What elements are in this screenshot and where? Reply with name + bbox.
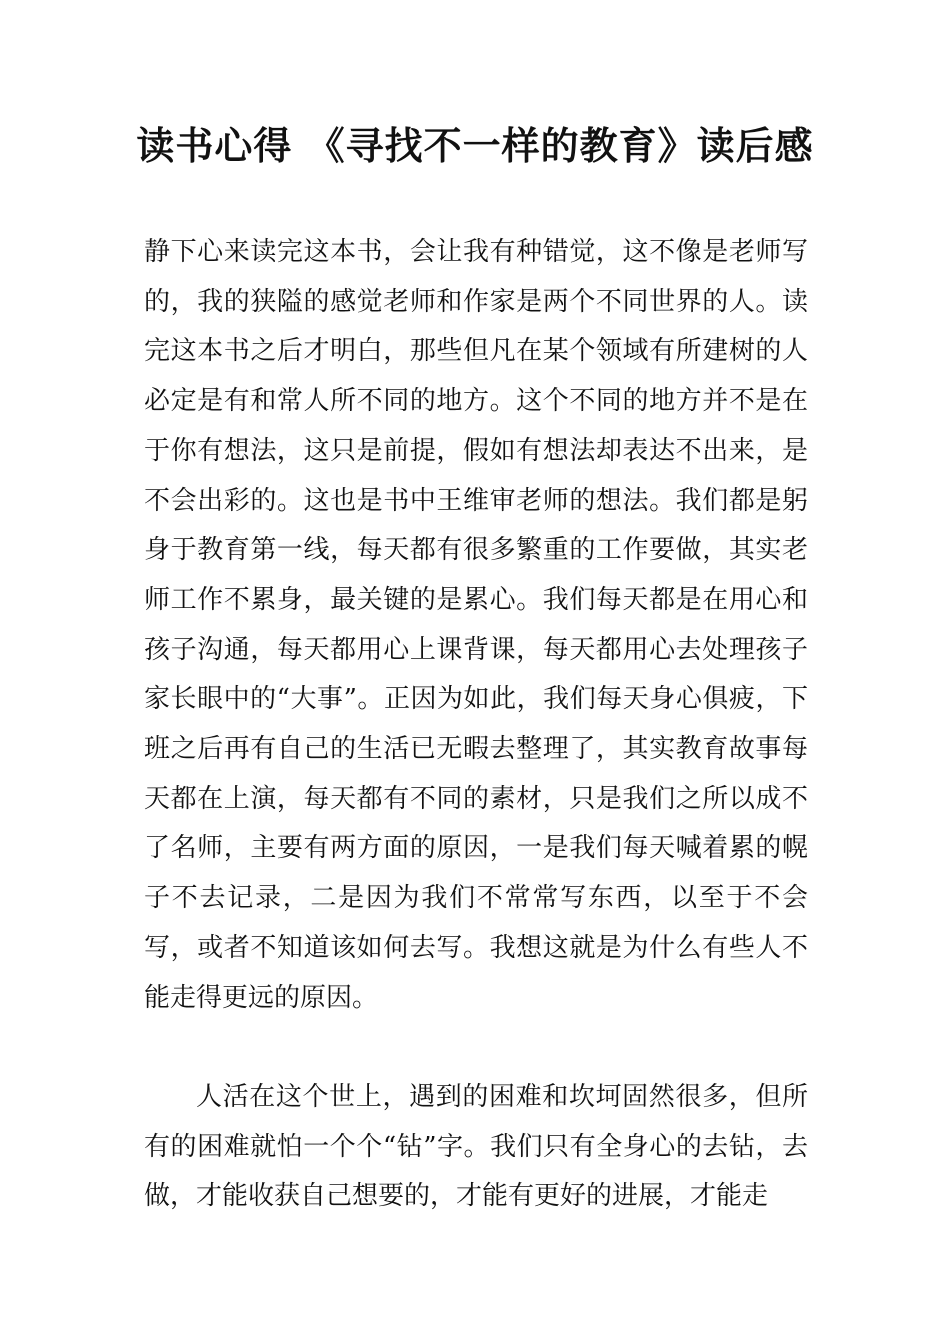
paragraph-1: 静下心来读完这本书，会让我有种错觉，这不像是老师写的，我的狭隘的感觉老师和作家是两个不同世界的人。读完这本书之后才明白，那些但凡在某个领域有所建树的人必定是有和常人所不同的地方。这个不同的地方并不是在于你有想法，这只是前提，假如有想法却表达不出来，是不会出彩的。这也是书中王维审老师的想法。我们都是躬身于教育第一线，每天都有很多繁重的工作要做，其实老师工作不累身，最关键的是累心。我们每天都是在用心和孩子沟通，每天都用心上课背课，每天都用心去处理孩子家长眼中的“大事”。正因为如此，我们每天身心俱疲，下班之后再有自己的生活已无暇去整理了，其实教育故事每天都在上演，每天都有不同的素材，只是我们之所以成不了名师，主要有两方面的原因，一是我们每天喊着累的幌子不去记录，二是因为我们不常常写东西，以至于不会写，或者不知道该如何去写。我想这就是为什么有些人不能走得更远的原因。	[144, 237, 808, 1013]
paragraph-spacer	[144, 1023, 808, 1073]
document-body	[144, 228, 808, 1222]
document-title: 读书心得 《寻找不一样的教育》读后感	[136, 124, 814, 168]
paragraph-2: 人活在这个世上，遇到的困难和坎坷固然很多，但所有的困难就怕一个个“钻”字。我们只有全身心的去钻，去做，才能收获自己想要的，才能有更好的进展，才能走	[144, 1081, 808, 1212]
